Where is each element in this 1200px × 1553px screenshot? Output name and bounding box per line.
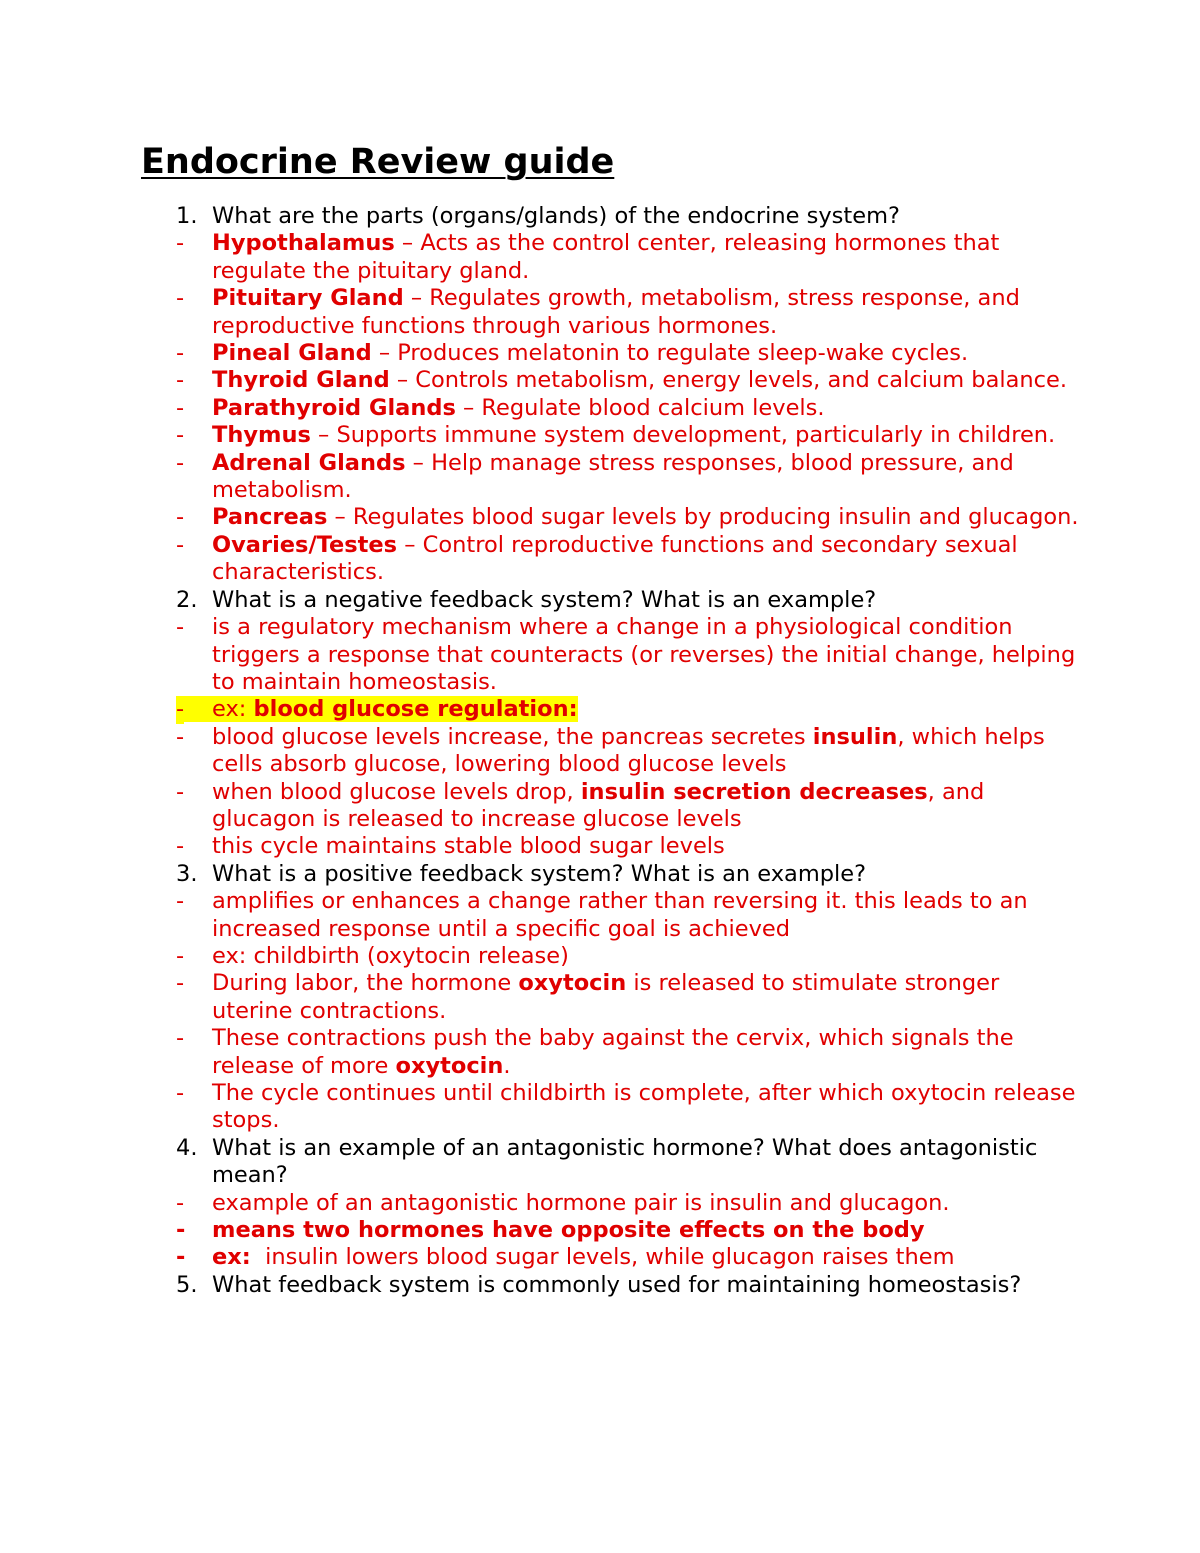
- dash-bullet: -: [176, 614, 185, 641]
- dash-bullet: -: [176, 504, 185, 531]
- answer-line: [0, 943, 1200, 970]
- answer-bold: insulin: [812, 723, 898, 750]
- answer-text: During labor, the hormone: [212, 970, 519, 997]
- question-3: [0, 861, 1200, 888]
- answer-line: [0, 1217, 1200, 1244]
- answer-pineal: [0, 340, 1200, 367]
- answer-line: [0, 614, 1200, 696]
- answer-line: [0, 779, 1200, 834]
- answer-text: amplifies or enhances a change rather than reversing it. this leads to an increased response until a specific goal is achieved: [212, 888, 1028, 942]
- question-2: [0, 587, 1200, 614]
- dash-bullet: -: [176, 340, 185, 367]
- answer-text: ex: childbirth (oxytocin release): [212, 942, 569, 969]
- answer-bold: means two hormones have opposite effects on the body: [212, 1217, 925, 1244]
- question-1: [0, 203, 1200, 230]
- question-text: What feedback system is commonly used for maintaining homeostasis?: [212, 1271, 1022, 1298]
- dash-bullet: -: [176, 1189, 185, 1216]
- answer-bold: insulin secretion decreases: [580, 778, 928, 805]
- answer-line: [0, 1190, 1200, 1217]
- answer-line: [0, 724, 1200, 779]
- question-text: What is a negative feedback system? What is an example?: [212, 586, 877, 613]
- answer-bold: blood glucose regulation:: [253, 696, 578, 723]
- question-5: [0, 1272, 1200, 1299]
- answer-adrenal: [0, 450, 1200, 505]
- answer-line: [0, 970, 1200, 1025]
- question-text: What are the parts (organs/glands) of the endocrine system?: [212, 203, 900, 229]
- answer-hypothalamus: [0, 230, 1200, 285]
- gland-description: – Control reproductive functions and secondary sexual characteristics.: [212, 531, 1018, 586]
- answer-text: example of an antagonistic hormone pair is insulin and glucagon.: [212, 1189, 950, 1216]
- question-number: 2.: [176, 586, 198, 613]
- review-list: [0, 203, 1200, 1299]
- dash-bullet: -: [176, 970, 185, 997]
- gland-term: Thyroid Gland: [212, 367, 390, 394]
- question-number: 4.: [176, 1134, 198, 1161]
- answer-line-highlighted: [0, 696, 1200, 723]
- gland-description: – Controls metabolism, energy levels, and calcium balance.: [389, 367, 1068, 394]
- answer-text: , and glucagon is released to increase glucose levels: [212, 778, 985, 832]
- dash-bullet: -: [176, 285, 185, 312]
- answer-text: These contractions push the baby against the cervix, which signals the release of more: [212, 1025, 1014, 1079]
- gland-term: Ovaries/Testes: [212, 531, 398, 558]
- answer-prefix: ex:: [212, 696, 254, 723]
- highlighted-answer: [176, 696, 578, 722]
- answer-text: this cycle maintains stable blood sugar levels: [212, 833, 725, 860]
- question-text: What is a positive feedback system? What is an example?: [212, 860, 867, 887]
- dash-bullet: -: [176, 888, 185, 915]
- dash-bullet: -: [176, 230, 185, 257]
- answer-text: The cycle continues until childbirth is complete, after which oxytocin release stops.: [212, 1080, 1076, 1134]
- gland-description: – Acts as the control center, releasing hormones that regulate the pituitary gland.: [212, 230, 1000, 284]
- question-number: 3.: [176, 860, 198, 887]
- answer-line: [0, 1244, 1200, 1271]
- gland-description: – Regulates blood sugar levels by producing insulin and glucagon.: [327, 504, 1079, 531]
- dash-bullet: -: [176, 696, 185, 723]
- answer-bold: ex:: [212, 1244, 251, 1271]
- dash-bullet: -: [176, 833, 185, 860]
- dash-bullet: -: [176, 531, 185, 558]
- dash-bullet: -: [176, 367, 185, 394]
- answer-text: is a regulatory mechanism where a change in a physiological condition triggers a response that counteracts (or reverses) the initial change, helping to maintain homeostasis.: [212, 614, 1076, 695]
- dash-bullet: -: [176, 394, 185, 421]
- gland-term: Parathyroid Glands: [212, 394, 456, 421]
- answer-text: is released to stimulate stronger uterine contractions.: [212, 970, 1000, 1024]
- dash-bullet: -: [176, 778, 185, 805]
- answer-ovaries-testes: [0, 532, 1200, 587]
- gland-term: Pancreas: [212, 504, 328, 531]
- gland-description: – Help manage stress responses, blood pressure, and metabolism.: [212, 449, 1014, 504]
- answer-thymus: [0, 422, 1200, 449]
- dash-bullet: -: [176, 1025, 185, 1052]
- gland-description: – Produces melatonin to regulate sleep-wake cycles.: [371, 340, 969, 367]
- question-number: 1.: [176, 203, 198, 229]
- page-title: Endocrine Review guide: [141, 142, 615, 182]
- gland-description: – Regulate blood calcium levels.: [455, 394, 825, 421]
- dash-bullet: -: [176, 1217, 186, 1244]
- answer-pancreas: [0, 504, 1200, 531]
- answer-text: blood glucose levels increase, the pancreas secretes: [212, 723, 813, 750]
- dash-bullet: -: [176, 422, 185, 449]
- answer-pituitary: [0, 285, 1200, 340]
- gland-term: Pituitary Gland: [212, 285, 404, 312]
- question-number: 5.: [176, 1271, 198, 1298]
- question-4: [0, 1135, 1200, 1190]
- answer-text: when blood glucose levels drop,: [212, 778, 581, 805]
- dash-bullet: -: [176, 1244, 186, 1271]
- gland-term: Hypothalamus: [212, 230, 395, 257]
- dash-bullet: -: [176, 723, 185, 750]
- gland-term: Thymus: [212, 422, 311, 449]
- question-text: What is an example of an antagonistic hormone? What does antagonistic mean?: [212, 1134, 1038, 1189]
- answer-bold: oxytocin: [518, 970, 627, 997]
- gland-description: – Supports immune system development, particularly in children.: [310, 422, 1056, 449]
- answer-line: [0, 833, 1200, 860]
- answer-text: insulin lowers blood sugar levels, while glucagon raises them: [250, 1244, 955, 1271]
- answer-text: .: [503, 1052, 511, 1079]
- gland-description: – Regulates growth, metabolism, stress response, and reproductive functions through various hormones.: [212, 285, 1020, 339]
- answer-line: [0, 1080, 1200, 1135]
- answer-parathyroid: [0, 395, 1200, 422]
- answer-bold: oxytocin: [395, 1052, 504, 1079]
- gland-term: Pineal Gland: [212, 340, 372, 367]
- answer-thyroid: [0, 367, 1200, 394]
- dash-bullet: -: [176, 1080, 185, 1106]
- dash-bullet: -: [176, 449, 185, 476]
- answer-text: , which helps cells absorb glucose, lowering blood glucose levels: [212, 723, 1045, 778]
- answer-line: [0, 1025, 1200, 1080]
- gland-term: Adrenal Glands: [212, 449, 406, 476]
- dash-bullet: -: [176, 942, 185, 969]
- answer-line: [0, 888, 1200, 943]
